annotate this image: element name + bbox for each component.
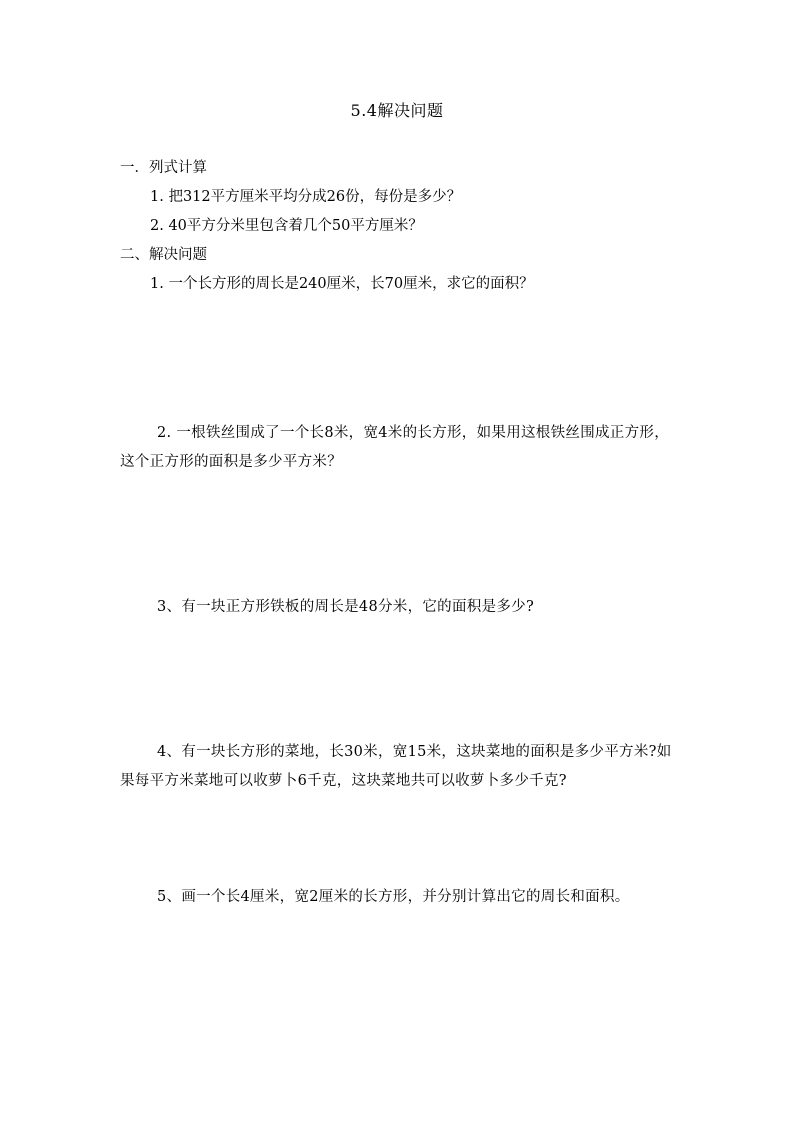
problem-question-4: 4、有一块长方形的菜地，长30米，宽15米，这块菜地的面积是多少平方米?如果每平方米菜地可以收萝卜6千克，这块菜地共可以收萝卜多少千克?	[120, 744, 672, 789]
problem-question-1: 1. 一个长方形的周长是240厘米，长70厘米，求它的面积？	[150, 276, 534, 292]
section-heading-problems: 二、解决问题	[120, 247, 207, 263]
calculation-question-1: 1. 把312平方厘米平均分成26份，每份是多少？	[150, 189, 462, 205]
problem-question-2: 2. 一根铁丝围成了一个长8米，宽4米的长方形，如果用这根铁丝围成正方形，这个正方形的面积是多少平方米？	[120, 425, 669, 470]
calculation-question-2: 2. 40平方分米里包含着几个50平方厘米？	[150, 218, 423, 234]
problem-question-5: 5、画一个长4厘米，宽2厘米的长方形，并分别计算出它的周长和面积。	[157, 889, 630, 905]
problem-question-3: 3、有一块正方形铁板的周长是48分米，它的面积是多少?	[157, 599, 535, 615]
section-heading-calculation: 一．列式计算	[120, 160, 207, 176]
page-title: 5.4解决问题	[350, 101, 444, 120]
